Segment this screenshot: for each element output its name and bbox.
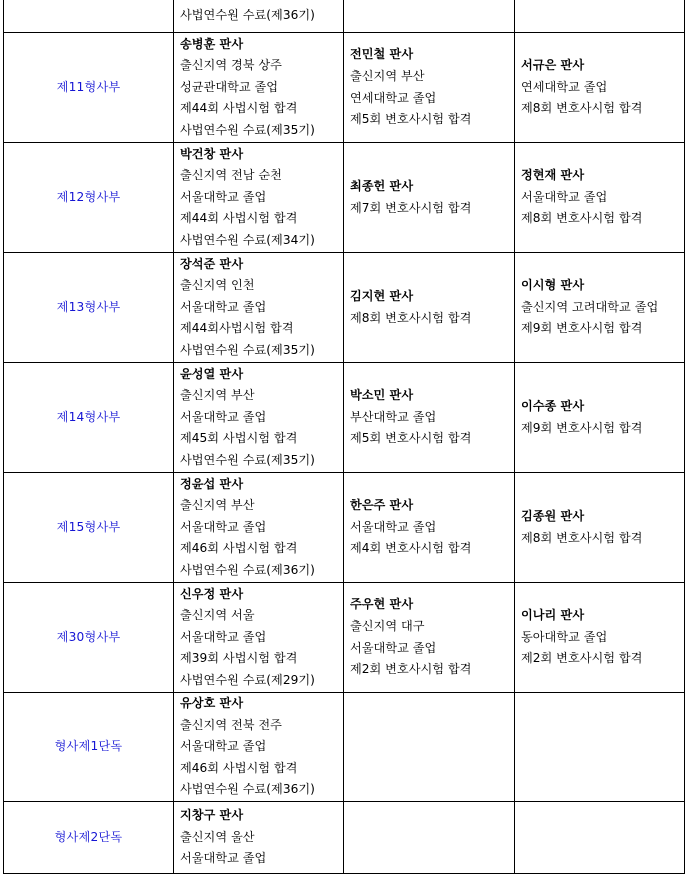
division-name: 제15형사부 bbox=[4, 473, 174, 583]
judge-detail-line: 출신지역 부산 bbox=[180, 388, 255, 403]
judge-cell bbox=[344, 143, 515, 253]
table-row bbox=[4, 0, 685, 33]
judge-cell bbox=[174, 143, 344, 253]
division-name: 제12형사부 bbox=[4, 143, 174, 253]
judge-cell bbox=[174, 253, 344, 363]
judge-name: 정현재 판사 bbox=[521, 168, 585, 183]
judge-cell bbox=[174, 0, 344, 33]
judge-detail-line: 출신지역 서울 bbox=[180, 608, 255, 623]
judge-detail-line: 출신지역 인천 bbox=[180, 278, 255, 293]
judge-cell bbox=[344, 693, 515, 802]
judge-name: 윤성열 판사 bbox=[180, 366, 244, 381]
judge-detail-line: 제8회 변호사시험 합격 bbox=[521, 211, 643, 226]
judge-detail-line: 출신지역 부산 bbox=[350, 68, 425, 83]
judge-name: 지창구 판사 bbox=[180, 808, 244, 823]
judge-name: 유상호 판사 bbox=[180, 696, 244, 711]
judge-cell bbox=[174, 693, 344, 802]
judge-cell bbox=[174, 473, 344, 583]
judge-detail-line: 동아대학교 졸업 bbox=[521, 629, 608, 644]
table-row bbox=[4, 802, 685, 874]
roster-body bbox=[4, 0, 685, 874]
judge-cell bbox=[344, 363, 515, 473]
judge-detail-line: 연세대학교 졸업 bbox=[350, 90, 437, 105]
judge-detail-line: 제46회 사법시험 합격 bbox=[180, 541, 298, 556]
judge-detail-line: 제44회사법시험 합격 bbox=[180, 321, 294, 336]
judge-detail-line: 서울대학교 졸업 bbox=[180, 851, 267, 866]
judge-detail-line: 출신지역 대구 bbox=[350, 618, 425, 633]
judge-name: 최종헌 판사 bbox=[350, 178, 414, 193]
division-name: 형사제1단독 bbox=[4, 693, 174, 802]
judge-detail-line: 제9회 변호사시험 합격 bbox=[521, 420, 643, 435]
judge-cell bbox=[174, 583, 344, 693]
judge-name: 김지현 판사 bbox=[350, 288, 414, 303]
judge-name: 주우현 판사 bbox=[350, 597, 414, 612]
division-name: 제30형사부 bbox=[4, 583, 174, 693]
judge-cell bbox=[515, 363, 685, 473]
table-row bbox=[4, 363, 685, 473]
judge-cell bbox=[515, 253, 685, 363]
judge-detail-line: 서울대학교 졸업 bbox=[350, 640, 437, 655]
judge-name: 이시형 판사 bbox=[521, 278, 585, 293]
judge-cell bbox=[515, 802, 685, 874]
judge-detail-line: 제9회 변호사시험 합격 bbox=[521, 321, 643, 336]
judge-cell bbox=[174, 802, 344, 874]
judge-detail-line: 출신지역 전남 순천 bbox=[180, 168, 282, 183]
judge-detail-line: 출신지역 경북 상주 bbox=[180, 58, 282, 73]
judge-detail-line: 제39회 사법시험 합격 bbox=[180, 651, 298, 666]
table-row bbox=[4, 143, 685, 253]
judge-detail-line: 서울대학교 졸업 bbox=[180, 629, 267, 644]
judge-detail-line: 제8회 변호사시험 합격 bbox=[521, 530, 643, 545]
judge-name: 신우정 판사 bbox=[180, 586, 244, 601]
judge-name: 한은주 판사 bbox=[350, 498, 414, 513]
judge-detail-line: 제2회 변호사시험 합격 bbox=[350, 662, 472, 677]
judge-detail-line: 서울대학교 졸업 bbox=[180, 299, 267, 314]
judge-detail-line: 출신지역 고려대학교 졸업 bbox=[521, 299, 659, 314]
judge-cell bbox=[515, 583, 685, 693]
judge-name: 정윤섭 판사 bbox=[180, 476, 244, 491]
judge-cell bbox=[174, 363, 344, 473]
judge-detail-line: 제2회 변호사시험 합격 bbox=[521, 651, 643, 666]
table-row bbox=[4, 253, 685, 363]
judge-cell bbox=[174, 33, 344, 143]
judge-cell bbox=[344, 253, 515, 363]
judge-detail-line: 제5회 변호사시험 합격 bbox=[350, 431, 472, 446]
judge-detail-line: 연세대학교 졸업 bbox=[521, 79, 608, 94]
judge-detail-line: 사법연수원 수료(제36기) bbox=[180, 782, 315, 797]
table-row bbox=[4, 583, 685, 693]
judge-detail-line: 서울대학교 졸업 bbox=[180, 189, 267, 204]
judge-detail-line: 사법연수원 수료(제36기) bbox=[180, 562, 315, 577]
judge-cell bbox=[515, 473, 685, 583]
judge-detail-line: 서울대학교 졸업 bbox=[521, 189, 608, 204]
division-name: 제11형사부 bbox=[4, 33, 174, 143]
judge-name: 박건창 판사 bbox=[180, 146, 244, 161]
judge-cell bbox=[344, 583, 515, 693]
division-name: 제13형사부 bbox=[4, 253, 174, 363]
judge-name: 전민철 판사 bbox=[350, 47, 414, 62]
judge-cell bbox=[344, 802, 515, 874]
judge-detail-line: 제46회 사법시험 합격 bbox=[180, 760, 298, 775]
judge-detail-line: 사법연수원 수료(제35기) bbox=[180, 342, 315, 357]
judge-detail-line: 부산대학교 졸업 bbox=[350, 409, 437, 424]
judge-roster-table bbox=[3, 0, 685, 874]
judge-detail-line: 사법연수원 수료(제36기) bbox=[180, 8, 315, 23]
judge-detail-line: 제5회 변호사시험 합격 bbox=[350, 112, 472, 127]
table-row bbox=[4, 33, 685, 143]
judge-detail-line: 사법연수원 수료(제29기) bbox=[180, 672, 315, 687]
judge-detail-line: 서울대학교 졸업 bbox=[180, 409, 267, 424]
judge-detail-line: 제44회 사법시험 합격 bbox=[180, 211, 298, 226]
judge-detail-line: 사법연수원 수료(제35기) bbox=[180, 122, 315, 137]
judge-cell bbox=[515, 0, 685, 33]
judge-detail-line: 출신지역 부산 bbox=[180, 498, 255, 513]
judge-detail-line: 제44회 사법시험 합격 bbox=[180, 101, 298, 116]
judge-detail-line: 서울대학교 졸업 bbox=[350, 519, 437, 534]
judge-cell bbox=[515, 693, 685, 802]
judge-detail-line: 제8회 변호사시험 합격 bbox=[350, 310, 472, 325]
judge-detail-line: 제4회 변호사시험 합격 bbox=[350, 541, 472, 556]
judge-detail-line: 출신지역 울산 bbox=[180, 829, 255, 844]
judge-detail-line: 서울대학교 졸업 bbox=[180, 519, 267, 534]
judge-name: 송병훈 판사 bbox=[180, 36, 244, 51]
judge-cell bbox=[515, 33, 685, 143]
table-row bbox=[4, 693, 685, 802]
judge-name: 박소민 판사 bbox=[350, 388, 414, 403]
table-row bbox=[4, 473, 685, 583]
judge-detail-line: 성균관대학교 졸업 bbox=[180, 79, 279, 94]
division-name bbox=[4, 0, 174, 33]
judge-name: 서규은 판사 bbox=[521, 58, 585, 73]
judge-name: 이나리 판사 bbox=[521, 608, 585, 623]
judge-detail-line: 제45회 사법시험 합격 bbox=[180, 431, 298, 446]
judge-detail-line: 서울대학교 졸업 bbox=[180, 739, 267, 754]
judge-cell bbox=[344, 473, 515, 583]
judge-detail-line: 사법연수원 수료(제35기) bbox=[180, 452, 315, 467]
judge-detail-line: 출신지역 전북 전주 bbox=[180, 717, 282, 732]
judge-detail-line: 제7회 변호사시험 합격 bbox=[350, 200, 472, 215]
judge-name: 장석준 판사 bbox=[180, 256, 244, 271]
judge-cell bbox=[344, 33, 515, 143]
judge-name: 이수종 판사 bbox=[521, 398, 585, 413]
judge-detail-line: 사법연수원 수료(제34기) bbox=[180, 232, 315, 247]
judge-detail-line: 제8회 변호사시험 합격 bbox=[521, 101, 643, 116]
judge-name: 김종원 판사 bbox=[521, 508, 585, 523]
division-name: 제14형사부 bbox=[4, 363, 174, 473]
judge-cell bbox=[515, 143, 685, 253]
judge-cell bbox=[344, 0, 515, 33]
division-name: 형사제2단독 bbox=[4, 802, 174, 874]
